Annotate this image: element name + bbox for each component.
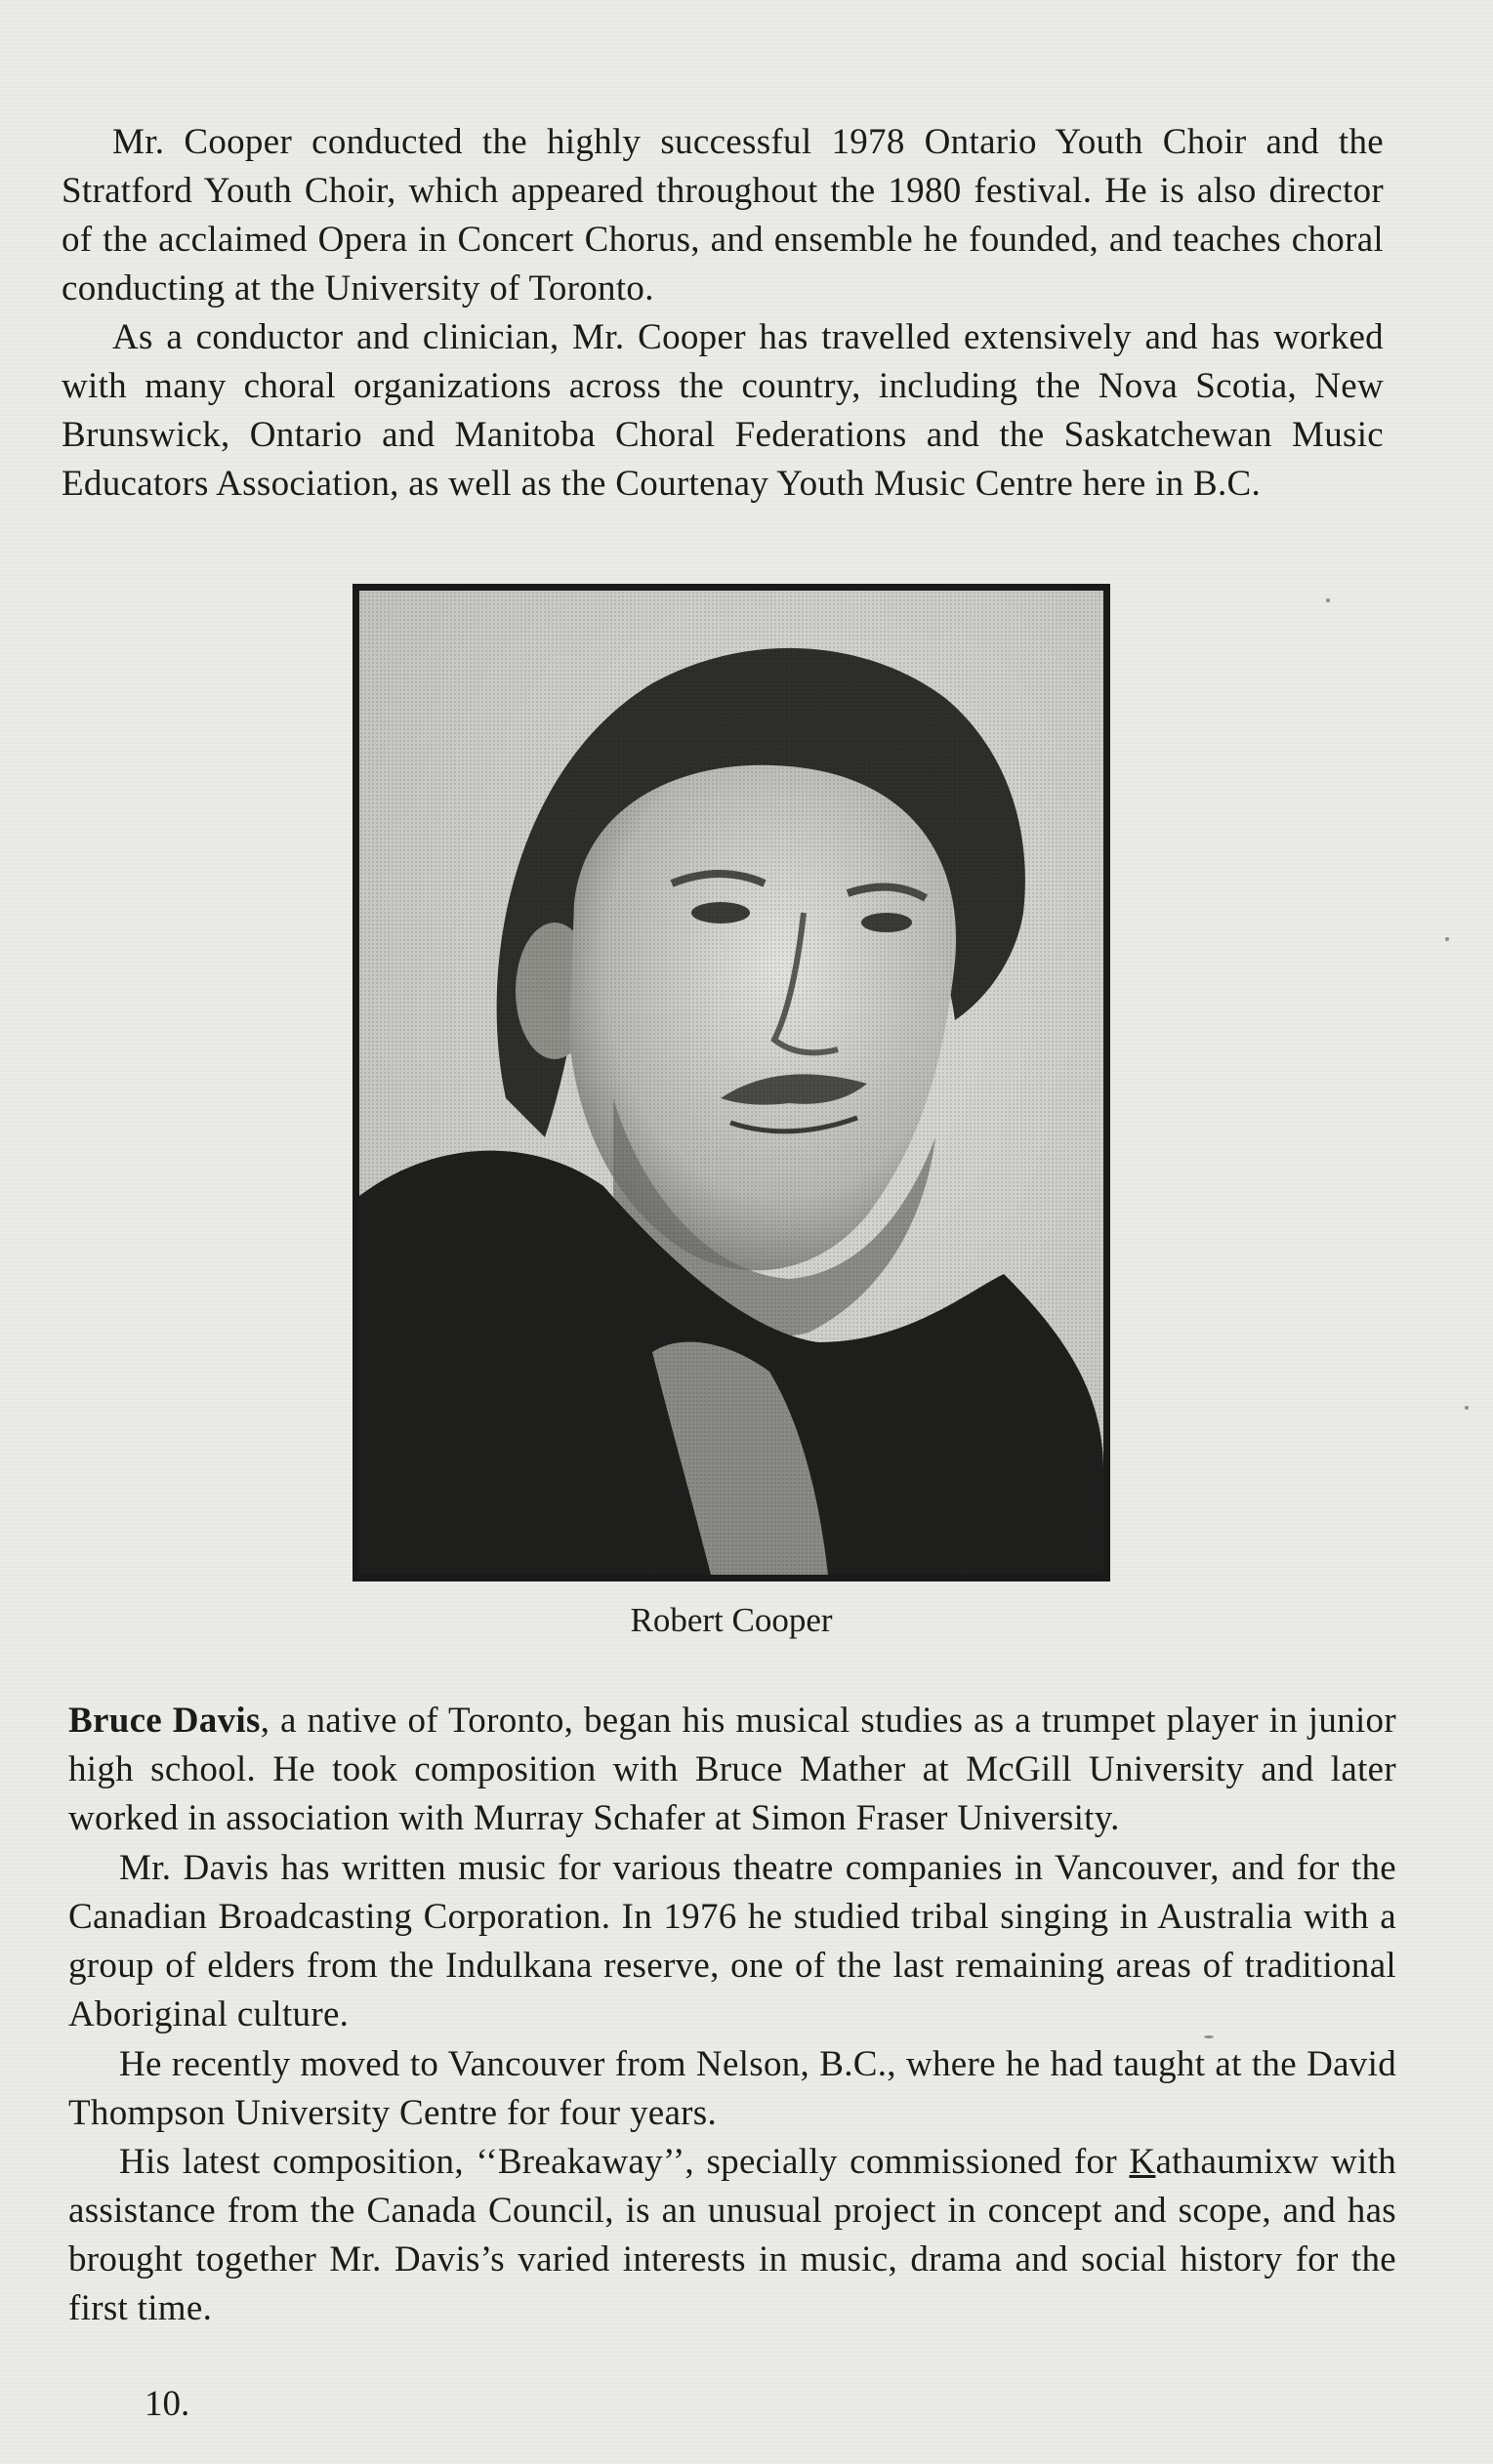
paper-speck (1465, 1406, 1469, 1410)
paragraph-davis-background (68, 1697, 1396, 1843)
paragraph-text: Mr. Davis has written music for various theatre companies in Vancouver, and for the Canadian Broadcasting Corporation. In 1976 he studied tribal singing in Australia with a group of elders from the Indulkana reserve, one of the last remaining areas of traditional Aboriginal culture. (68, 1848, 1396, 2034)
paper-speck (1204, 2035, 1214, 2038)
page-number: 10. (145, 2384, 190, 2424)
paragraph-text: with assistance from the Canada Council, is an unusual project in concept and scope, and has brought together Mr. Davis’s varied interests in music, drama and social history for the first time. (68, 2142, 1396, 2328)
paper-speck (1445, 937, 1449, 941)
paragraph-davis-nelson (68, 2040, 1396, 2138)
paragraph-text: He recently moved to Vancouver from Nelson, B.C., where he had taught at the David Thompson University Centre for four years. (68, 2044, 1396, 2133)
paragraph-text: His latest composition, ‘‘Breakaway’’, specially commissioned for (119, 2142, 1130, 2182)
portrait-photo (353, 584, 1110, 1581)
paragraph-text: Mr. Cooper conducted the highly successful 1978 Ontario Youth Choir and the Stratford Youth Choir, which appeared throughout the 1980 festival. He is also director of the acclaimed Opera in Concert Chorus, and ensemble he founded, and teaches choral conducting at the University of Toronto. (62, 122, 1384, 308)
paragraph-text: athaumixw (1155, 2142, 1319, 2182)
person-name: Bruce Davis (68, 1701, 261, 1741)
paper-speck (1326, 598, 1330, 602)
paragraph-text: As a conductor and clinician, Mr. Cooper has travelled extensively and has worked with many choral organizations across the country, including the Nova Scotia, New Brunswick, Ontario and Manitoba Choral Federations and the Saskatchewan Music Educators Association, as well as the Courtenay Youth Music Centre here in B.C. (62, 317, 1384, 504)
paragraph-davis-theatre (68, 1844, 1396, 2039)
paragraph-davis-composition (68, 2138, 1396, 2333)
paragraph-text: , a native of Toronto, began his musical studies as a trumpet player in junior high school. He took composition with Bruce Mather at McGill University and later worked in association with Murray Schafer at Simon Fraser University. (68, 1701, 1396, 1838)
photo-caption: Robert Cooper (630, 1601, 833, 1639)
portrait-image (359, 591, 1103, 1575)
paragraph-cooper-career (62, 118, 1384, 313)
underlined-letter: K (1129, 2142, 1156, 2182)
paragraph-cooper-travel (62, 313, 1384, 509)
